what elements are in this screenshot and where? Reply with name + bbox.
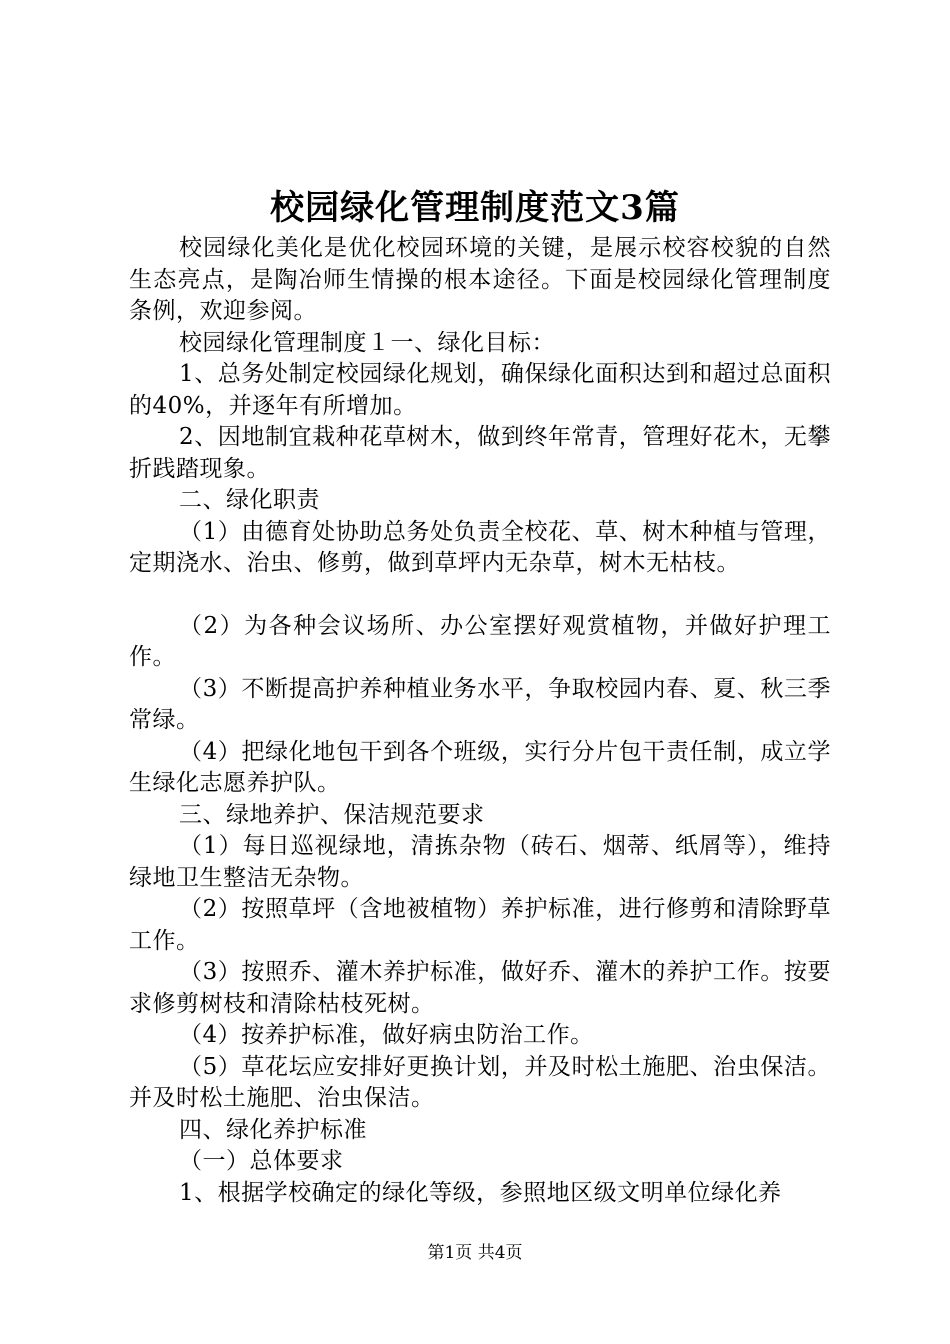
document-title: 校园绿化管理制度范文3篇 [270,188,680,228]
paragraph-section-4-heading: 四、绿化养护标准 [179,1116,367,1143]
paragraph-maintenance-4: （4）按养护标准，做好病虫防治工作。 [179,1022,594,1048]
paragraph-maintenance-1: （1）每日巡视绿地，清拣杂物（砖石、烟蒂、纸屑等），维持绿地卫生整洁无杂物。 [129,833,831,891]
paragraph-duty-2: （2）为各种会议场所、办公室摆好观赏植物，并做好护理工作。 [129,612,831,670]
paragraph-intro: 校园绿化美化是优化校园环境的关键，是展示校容校貌的自然生态亮点，是陶冶师生情操的根本途径。下面是校园绿化管理制度条例，欢迎参阅。 [129,235,831,324]
paragraph-goal-2: 2、因地制宜栽种花草树木，做到终年常青，管理好花木，无攀折践踏现象。 [129,424,831,482]
document-body [129,233,831,1209]
paragraph-maintenance-3: （3）按照乔、灌木养护标准，做好乔、灌木的养护工作。按要求修剪树枝和清除枯枝死树。 [129,959,831,1017]
paragraph-section-1-heading: 校园绿化管理制度１一、绿化目标： [179,329,555,356]
paragraph-duty-1: （1）由德育处协助总务处负责全校花、草、树木种植与管理，定期浇水、治虫、修剪，做到草坪内无杂草，树木无枯枝。 [129,518,831,576]
paragraph-duty-3: （3）不断提高护养种植业务水平，争取校园内春、夏、秋三季常绿。 [129,675,831,733]
paragraph-maintenance-5: （5）草花坛应安排好更换计划，并及时松土施肥、治虫保洁。并及时松土施肥、治虫保洁。 [129,1053,831,1111]
paragraph-goal-1: 1、总务处制定校园绿化规划，确保绿化面积达到和超过总面积的40%，并逐年有所增加。 [129,361,831,419]
page-footer: 第1页 共4页 [427,1243,523,1263]
paragraph-section-2-heading: 二、绿化职责 [179,487,320,513]
paragraph-section-3-heading: 三、绿地养护、保洁规范要求 [179,801,485,828]
paragraph-standard-1: 1、根据学校确定的绿化等级，参照地区级文明单位绿化养 [179,1179,782,1206]
paragraph-maintenance-2: （2）按照草坪（含地被植物）养护标准，进行修剪和清除野草工作。 [129,896,831,954]
paragraph-duty-4: （4）把绿化地包干到各个班级，实行分片包干责任制，成立学生绿化志愿养护队。 [129,738,831,796]
paragraph-general-requirements-heading: （一）总体要求 [179,1148,344,1174]
